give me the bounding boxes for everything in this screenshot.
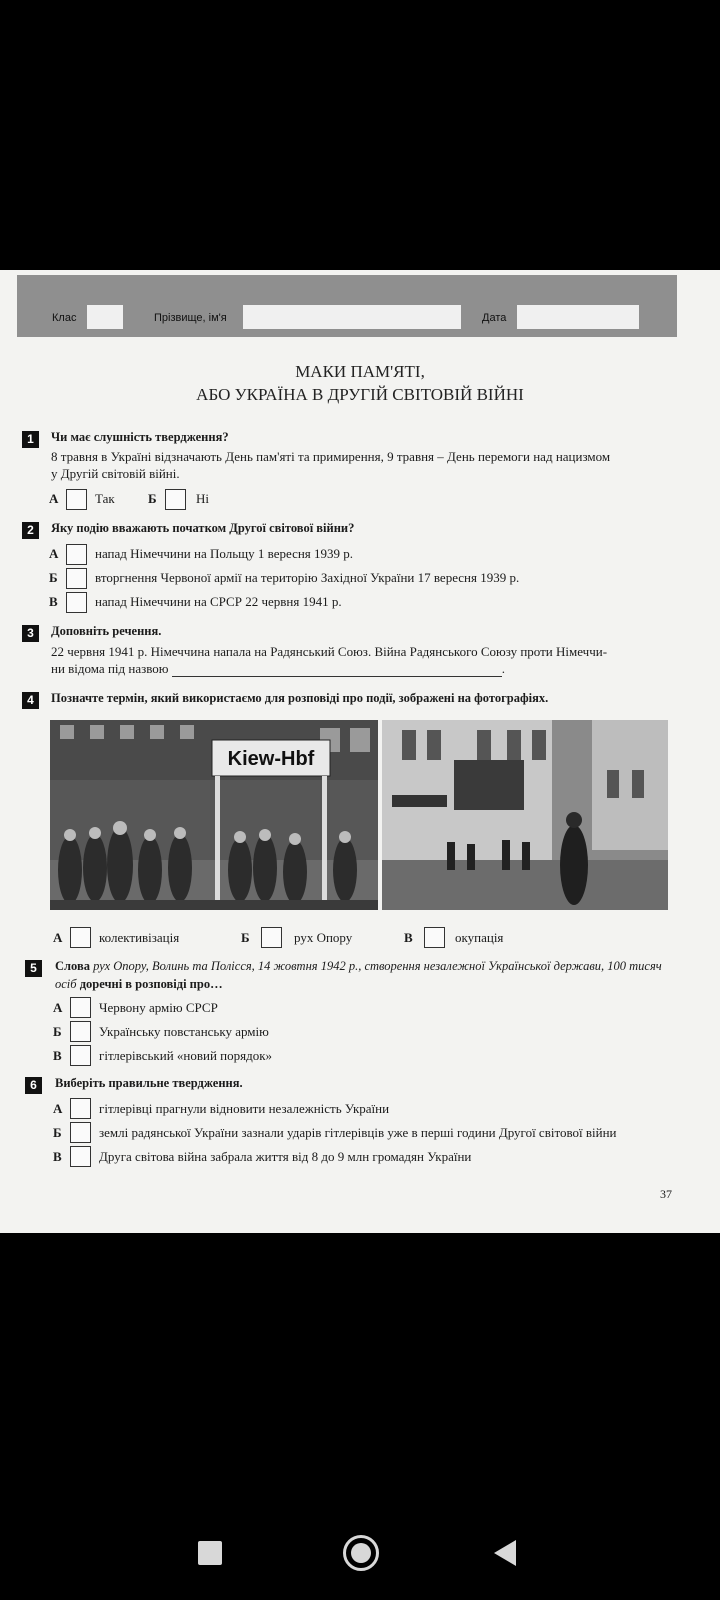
triangle-back-icon[interactable]	[494, 1540, 516, 1566]
option-label: Ні	[196, 491, 209, 506]
question-number: 4	[22, 692, 39, 709]
sentence-line	[51, 660, 505, 677]
header-bar	[17, 275, 677, 337]
question-text: Доповніть речення.	[51, 624, 162, 638]
question-number: 2	[22, 522, 39, 539]
question-part: тисяч осіб	[55, 959, 662, 991]
option-letter: А	[49, 491, 59, 506]
question-part: доречні в розповіді про…	[76, 977, 223, 991]
option-label: гітлерівський «новий порядок»	[99, 1048, 273, 1063]
option-label: рух Опору	[294, 930, 353, 945]
name-label: Прізвище, ім'я	[154, 312, 227, 324]
option-letter: Б	[53, 1125, 62, 1140]
option-letter: В	[53, 1048, 62, 1063]
statement-line: у Другій світовій війні.	[51, 466, 180, 481]
statement-line: 8 травня в Україні відзначають День пам'яті та примирення, 9 травня – День перемоги над нацизмом	[51, 449, 611, 464]
option-letter: А	[53, 930, 63, 945]
checkbox-a[interactable]	[70, 927, 91, 948]
checkbox-b[interactable]	[66, 568, 87, 589]
name-field[interactable]	[243, 305, 461, 329]
option-label: вторгнення Червоної армії на територію Західної України 17 вересня 1939 р.	[95, 570, 520, 585]
option-label: Друга світова війна забрала життя від 8 до 9 млн громадян України	[99, 1149, 472, 1164]
square-icon[interactable]	[198, 1541, 222, 1565]
checkbox-yes[interactable]	[66, 489, 87, 510]
date-label: Дата	[482, 312, 507, 324]
option-label: колективізація	[99, 930, 180, 945]
option-letter: В	[53, 1149, 62, 1164]
question-text: Виберіть правильне твердження.	[55, 1076, 243, 1090]
checkbox-a[interactable]	[70, 1098, 91, 1119]
photo-street-image	[382, 720, 668, 910]
checkbox-b[interactable]	[70, 1122, 91, 1143]
sentence-line: 22 червня 1941 р. Німеччина напала на Радянський Союз. Війна Радянського Союзу проти Німеччи-	[51, 644, 608, 659]
photo-station	[50, 720, 378, 910]
option-label: напад Німеччини на Польщу 1 вересня 1939 р.	[95, 546, 354, 561]
option-label: Українську повстанську армію	[99, 1024, 269, 1039]
question-number: 6	[25, 1077, 42, 1094]
photo-street	[382, 720, 668, 910]
checkbox-no[interactable]	[165, 489, 186, 510]
checkbox-b[interactable]	[261, 927, 282, 948]
question-part: Слова	[55, 959, 94, 973]
page-subtitle: АБО УКРАЇНА В ДРУГІЙ СВІТОВІЙ ВІЙНІ	[196, 385, 524, 404]
question-number: 3	[22, 625, 39, 642]
station-sign: Kiew-Hbf	[227, 748, 315, 770]
circle-inner	[351, 1543, 371, 1563]
option-label: Червону армію СРСР	[99, 1000, 218, 1015]
answer-blank[interactable]	[172, 664, 502, 677]
date-field[interactable]	[517, 305, 639, 329]
checkbox-c[interactable]	[70, 1146, 91, 1167]
page-title: МАКИ ПАМ'ЯТІ,	[295, 362, 425, 381]
option-label: землі радянської України зазнали ударів гітлерівців уже в перші години Другої світової війни	[99, 1125, 617, 1140]
option-letter: Б	[53, 1024, 62, 1039]
option-letter: Б	[49, 570, 58, 585]
photo-station-image	[50, 720, 378, 910]
option-letter: В	[404, 930, 413, 945]
class-label: Клас	[52, 312, 77, 324]
option-letter: А	[53, 1101, 63, 1116]
question-number: 5	[25, 960, 42, 977]
option-label: Так	[95, 491, 115, 506]
class-field[interactable]	[87, 305, 123, 329]
option-letter: А	[49, 546, 59, 561]
option-letter: А	[53, 1000, 63, 1015]
question-part: рух Опору, Волинь та Полісся, 14 жовтня 1942 р., створення незалежної Української держави, 100	[93, 959, 626, 973]
question-text: Чи має слушність твердження?	[51, 430, 229, 444]
question-number: 1	[22, 431, 39, 448]
checkbox-c[interactable]	[70, 1045, 91, 1066]
option-label: окупація	[455, 930, 504, 945]
option-letter: В	[49, 594, 58, 609]
option-letter: Б	[148, 491, 157, 506]
sentence-start: ни відома під назвою	[51, 661, 169, 676]
checkbox-a[interactable]	[70, 997, 91, 1018]
question-text: Позначте термін, який використаємо для розповіді про події, зображені на фотографіях.	[51, 691, 549, 705]
question-text: Яку подію вважають початком Другої світової війни?	[51, 521, 355, 535]
question-text	[55, 957, 680, 993]
option-letter: Б	[241, 930, 250, 945]
page-number: 37	[660, 1187, 672, 1201]
checkbox-a[interactable]	[66, 544, 87, 565]
checkbox-c[interactable]	[66, 592, 87, 613]
circle-icon[interactable]	[343, 1535, 379, 1571]
sentence-end: .	[501, 661, 505, 676]
checkbox-b[interactable]	[70, 1021, 91, 1042]
option-label: напад Німеччини на СРСР 22 червня 1941 р.	[95, 594, 342, 609]
checkbox-c[interactable]	[424, 927, 445, 948]
option-label: гітлерівці прагнули відновити незалежність України	[99, 1101, 390, 1116]
